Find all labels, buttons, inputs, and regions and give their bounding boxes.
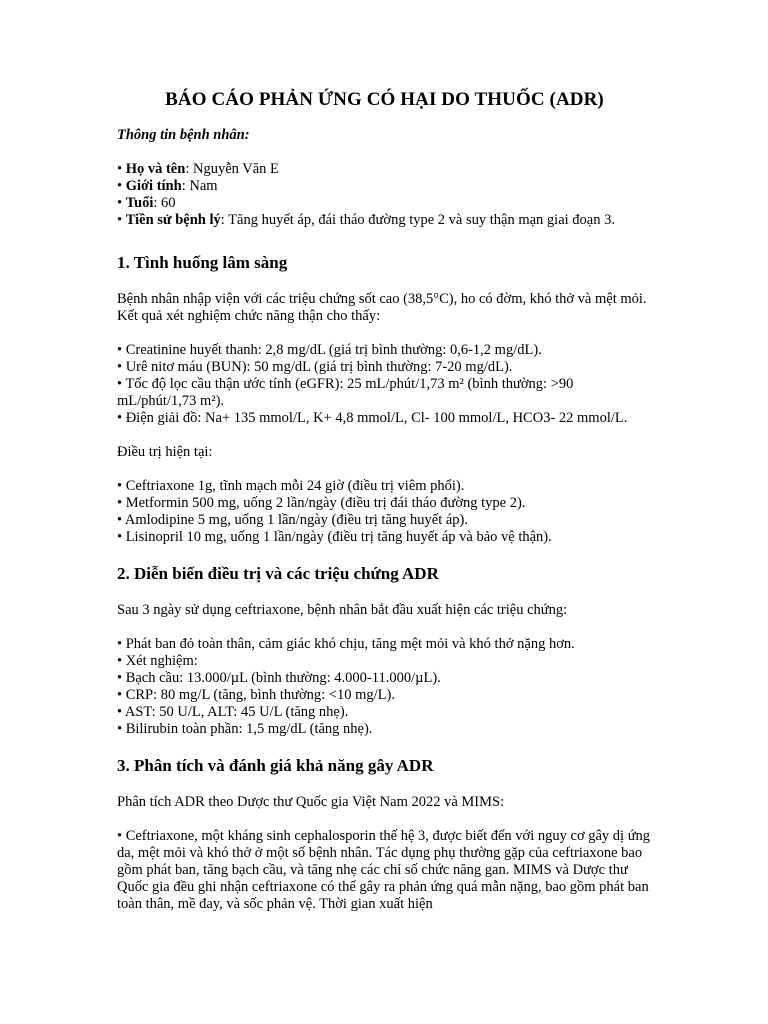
lab-results-list — [117, 342, 652, 427]
patient-info-list — [117, 161, 652, 229]
section-3-heading: 3. Phân tích và đánh giá khả năng gây ADR — [117, 756, 434, 775]
list-item: • Bạch cầu: 13.000/µL (bình thường: 4.000-11.000/µL). — [117, 670, 441, 686]
document-page — [117, 0, 652, 913]
list-item: • Metformin 500 mg, uống 2 lần/ngày (điều trị đái tháo đường type 2). — [117, 495, 526, 511]
patient-info-item: • Tuổi: 60 — [117, 195, 176, 211]
list-item: • Ceftriaxone 1g, tĩnh mạch mỗi 24 giờ (điều trị viêm phổi). — [117, 478, 465, 494]
patient-info-item: • Giới tính: Nam — [117, 178, 218, 194]
list-item: • Urê nitơ máu (BUN): 50 mg/dL (giá trị bình thường: 7-20 mg/dL). — [117, 359, 513, 375]
symptom-list — [117, 636, 652, 738]
list-item: • Phát ban đỏ toàn thân, cảm giác khó chịu, tăng mệt mỏi và khó thở nặng hơn. — [117, 636, 575, 652]
section-1-intro: Bệnh nhân nhập viện với các triệu chứng sốt cao (38,5°C), ho có đờm, khó thở và mệt mỏi. Kết quả xét nghiệm chức năng thận cho thấy: — [117, 291, 647, 324]
list-item: • AST: 50 U/L, ALT: 45 U/L (tăng nhẹ). — [117, 704, 349, 720]
patient-info-item: • Tiền sử bệnh lý: Tăng huyết áp, đái tháo đường type 2 và suy thận mạn giai đoạn 3. — [117, 212, 615, 228]
section-3-intro: Phân tích ADR theo Dược thư Quốc gia Việt Nam 2022 và MIMS: — [117, 794, 505, 810]
section-2-intro: Sau 3 ngày sử dụng ceftriaxone, bệnh nhân bắt đầu xuất hiện các triệu chứng: — [117, 602, 568, 618]
patient-info-heading: Thông tin bệnh nhân: — [117, 127, 250, 143]
list-item: • CRP: 80 mg/L (tăng, bình thường: <10 mg/L). — [117, 687, 395, 703]
patient-info-item: • Họ và tên: Nguyễn Văn E — [117, 161, 279, 177]
page-title: BÁO CÁO PHẢN ỨNG CÓ HẠI DO THUỐC (ADR) — [165, 89, 604, 110]
list-item: • Bilirubin toàn phần: 1,5 mg/dL (tăng nhẹ). — [117, 721, 373, 737]
list-item: • Lisinopril 10 mg, uống 1 lần/ngày (điều trị tăng huyết áp và bảo vệ thận). — [117, 529, 552, 545]
treatment-list — [117, 478, 652, 546]
section-1-heading: 1. Tình huống lâm sàng — [117, 253, 288, 272]
section-2-heading: 2. Diễn biến điều trị và các triệu chứng ADR — [117, 564, 439, 583]
list-item: • Tốc độ lọc cầu thận ước tính (eGFR): 25 mL/phút/1,73 m² (bình thường: >90 mL/phút/1,73 m²). — [117, 376, 574, 409]
list-item: • Xét nghiệm: — [117, 653, 198, 669]
list-item: • Điện giải đồ: Na+ 135 mmol/L, K+ 4,8 mmol/L, Cl- 100 mmol/L, HCO3- 22 mmol/L. — [117, 410, 628, 426]
section-3-paragraph: • Ceftriaxone, một kháng sinh cephalosporin thế hệ 3, được biết đến với nguy cơ gây dị ứng da, mệt mỏi và khó thở ở một số bệnh nhân. Tác dụng phụ thường gặp của ceftriaxone bao gồm phát ban, tăng bạch cầu, và tăng nhẹ các chỉ số chức năng gan. MIMS và Dược thư Quốc gia đều ghi nhận ceftriaxone có thể gây ra phản ứng quá mẫn nặng, bao gồm phát ban toàn thân, mề đay, và sốc phản vệ. Thời gian xuất hiện — [117, 828, 651, 912]
list-item: • Amlodipine 5 mg, uống 1 lần/ngày (điều trị tăng huyết áp). — [117, 512, 469, 528]
treatment-label: Điều trị hiện tại: — [117, 444, 213, 460]
list-item: • Creatinine huyết thanh: 2,8 mg/dL (giá trị bình thường: 0,6-1,2 mg/dL). — [117, 342, 542, 358]
